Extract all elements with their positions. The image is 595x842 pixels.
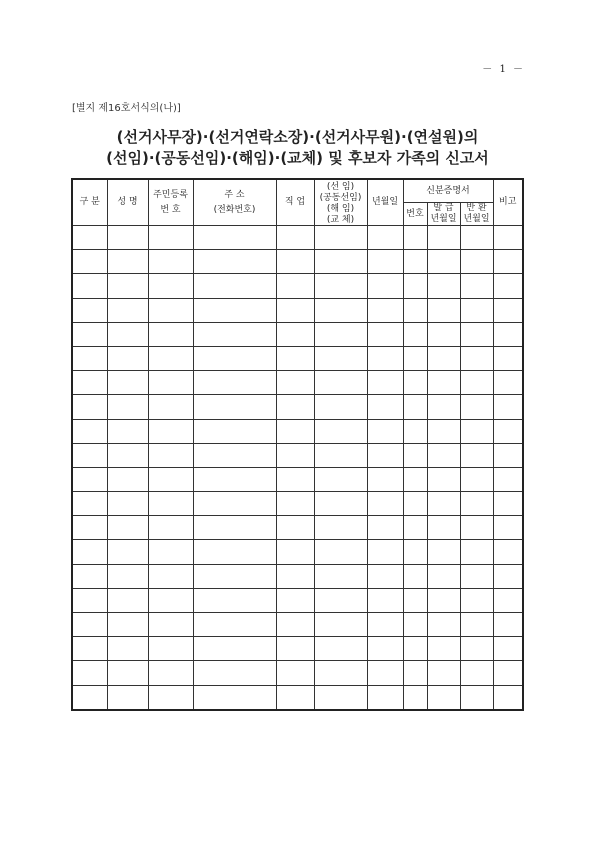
cell-return-date[interactable] xyxy=(460,371,493,395)
cell-address[interactable] xyxy=(193,346,276,370)
cell-category[interactable] xyxy=(72,685,107,710)
table-body xyxy=(72,226,523,710)
cell-id-number[interactable] xyxy=(403,540,427,564)
cell-remarks[interactable] xyxy=(493,346,523,370)
cell-category[interactable] xyxy=(72,371,107,395)
cell-resident-number[interactable] xyxy=(148,685,193,710)
cell-resident-number[interactable] xyxy=(148,395,193,419)
cell-occupation[interactable] xyxy=(276,346,314,370)
cell-resident-number[interactable] xyxy=(148,467,193,491)
cell-occupation[interactable] xyxy=(276,613,314,637)
cell-occupation[interactable] xyxy=(276,685,314,710)
cell-id-number[interactable] xyxy=(403,443,427,467)
cell-appointment-type[interactable] xyxy=(314,346,367,370)
cell-category[interactable] xyxy=(72,613,107,637)
cell-id-number[interactable] xyxy=(403,588,427,612)
cell-category[interactable] xyxy=(72,250,107,274)
cell-id-number[interactable] xyxy=(403,395,427,419)
cell-address[interactable] xyxy=(193,467,276,491)
cell-date[interactable] xyxy=(367,492,403,516)
cell-return-date[interactable] xyxy=(460,492,493,516)
cell-address[interactable] xyxy=(193,516,276,540)
cell-id-number[interactable] xyxy=(403,492,427,516)
cell-return-date[interactable] xyxy=(460,588,493,612)
cell-issue-date[interactable] xyxy=(427,298,460,322)
cell-address[interactable] xyxy=(193,588,276,612)
cell-name[interactable] xyxy=(107,226,148,250)
cell-name[interactable] xyxy=(107,661,148,685)
cell-issue-date[interactable] xyxy=(427,322,460,346)
cell-remarks[interactable] xyxy=(493,540,523,564)
cell-appointment-type[interactable] xyxy=(314,443,367,467)
table-row xyxy=(72,250,523,274)
cell-remarks[interactable] xyxy=(493,588,523,612)
cell-issue-date[interactable] xyxy=(427,588,460,612)
cell-remarks[interactable] xyxy=(493,419,523,443)
cell-address[interactable] xyxy=(193,250,276,274)
header-appointment-type: (선 임) (공동선임) (해 임) (교 체) xyxy=(314,179,367,226)
cell-date[interactable] xyxy=(367,419,403,443)
table-row xyxy=(72,443,523,467)
cell-id-number[interactable] xyxy=(403,250,427,274)
cell-resident-number[interactable] xyxy=(148,637,193,661)
cell-address[interactable] xyxy=(193,443,276,467)
cell-address[interactable] xyxy=(193,661,276,685)
cell-date[interactable] xyxy=(367,346,403,370)
cell-return-date[interactable] xyxy=(460,637,493,661)
cell-resident-number[interactable] xyxy=(148,346,193,370)
table-row xyxy=(72,564,523,588)
cell-address[interactable] xyxy=(193,685,276,710)
header-address: 주 소 (전화번호) xyxy=(193,179,276,226)
header-name: 성 명 xyxy=(107,179,148,226)
table-row xyxy=(72,419,523,443)
cell-occupation[interactable] xyxy=(276,516,314,540)
cell-issue-date[interactable] xyxy=(427,467,460,491)
cell-return-date[interactable] xyxy=(460,443,493,467)
cell-date[interactable] xyxy=(367,540,403,564)
cell-category[interactable] xyxy=(72,419,107,443)
cell-appointment-type[interactable] xyxy=(314,250,367,274)
cell-resident-number[interactable] xyxy=(148,250,193,274)
table-row xyxy=(72,637,523,661)
cell-occupation[interactable] xyxy=(276,395,314,419)
cell-resident-number[interactable] xyxy=(148,564,193,588)
cell-date[interactable] xyxy=(367,274,403,298)
cell-occupation[interactable] xyxy=(276,540,314,564)
cell-address[interactable] xyxy=(193,613,276,637)
cell-return-date[interactable] xyxy=(460,540,493,564)
cell-resident-number[interactable] xyxy=(148,516,193,540)
cell-occupation[interactable] xyxy=(276,226,314,250)
cell-category[interactable] xyxy=(72,492,107,516)
cell-name[interactable] xyxy=(107,516,148,540)
header-category: 구 분 xyxy=(72,179,107,226)
cell-appointment-type[interactable] xyxy=(314,371,367,395)
cell-id-number[interactable] xyxy=(403,226,427,250)
cell-category[interactable] xyxy=(72,274,107,298)
document-title xyxy=(40,127,555,169)
cell-name[interactable] xyxy=(107,371,148,395)
cell-address[interactable] xyxy=(193,298,276,322)
cell-name[interactable] xyxy=(107,250,148,274)
cell-remarks[interactable] xyxy=(493,467,523,491)
cell-id-number[interactable] xyxy=(403,661,427,685)
cell-remarks[interactable] xyxy=(493,564,523,588)
cell-remarks[interactable] xyxy=(493,371,523,395)
cell-issue-date[interactable] xyxy=(427,613,460,637)
cell-name[interactable] xyxy=(107,588,148,612)
table-row xyxy=(72,613,523,637)
cell-address[interactable] xyxy=(193,274,276,298)
table-row xyxy=(72,346,523,370)
cell-occupation[interactable] xyxy=(276,322,314,346)
cell-category[interactable] xyxy=(72,661,107,685)
cell-category[interactable] xyxy=(72,346,107,370)
cell-return-date[interactable] xyxy=(460,564,493,588)
cell-id-number[interactable] xyxy=(403,685,427,710)
cell-issue-date[interactable] xyxy=(427,540,460,564)
cell-address[interactable] xyxy=(193,540,276,564)
cell-id-number[interactable] xyxy=(403,613,427,637)
cell-appointment-type[interactable] xyxy=(314,467,367,491)
cell-resident-number[interactable] xyxy=(148,322,193,346)
cell-occupation[interactable] xyxy=(276,250,314,274)
cell-name[interactable] xyxy=(107,467,148,491)
cell-name[interactable] xyxy=(107,540,148,564)
cell-return-date[interactable] xyxy=(460,516,493,540)
cell-occupation[interactable] xyxy=(276,492,314,516)
cell-remarks[interactable] xyxy=(493,661,523,685)
cell-date[interactable] xyxy=(367,685,403,710)
table-row xyxy=(72,540,523,564)
cell-category[interactable] xyxy=(72,637,107,661)
cell-category[interactable] xyxy=(72,516,107,540)
table-row xyxy=(72,492,523,516)
cell-date[interactable] xyxy=(367,298,403,322)
cell-address[interactable] xyxy=(193,322,276,346)
cell-occupation[interactable] xyxy=(276,588,314,612)
cell-resident-number[interactable] xyxy=(148,298,193,322)
cell-date[interactable] xyxy=(367,395,403,419)
cell-category[interactable] xyxy=(72,540,107,564)
cell-occupation[interactable] xyxy=(276,637,314,661)
cell-date[interactable] xyxy=(367,637,403,661)
cell-appointment-type[interactable] xyxy=(314,226,367,250)
table-row xyxy=(72,661,523,685)
cell-remarks[interactable] xyxy=(493,685,523,710)
cell-id-number[interactable] xyxy=(403,467,427,491)
cell-appointment-type[interactable] xyxy=(314,419,367,443)
cell-return-date[interactable] xyxy=(460,661,493,685)
cell-id-number[interactable] xyxy=(403,637,427,661)
cell-issue-date[interactable] xyxy=(427,346,460,370)
cell-date[interactable] xyxy=(367,322,403,346)
cell-id-number[interactable] xyxy=(403,298,427,322)
cell-issue-date[interactable] xyxy=(427,637,460,661)
cell-issue-date[interactable] xyxy=(427,443,460,467)
cell-name[interactable] xyxy=(107,395,148,419)
cell-appointment-type[interactable] xyxy=(314,274,367,298)
cell-category[interactable] xyxy=(72,395,107,419)
cell-appointment-type[interactable] xyxy=(314,588,367,612)
cell-name[interactable] xyxy=(107,298,148,322)
cell-resident-number[interactable] xyxy=(148,588,193,612)
cell-appointment-type[interactable] xyxy=(314,322,367,346)
cell-issue-date[interactable] xyxy=(427,419,460,443)
cell-occupation[interactable] xyxy=(276,564,314,588)
table-row xyxy=(72,516,523,540)
cell-name[interactable] xyxy=(107,274,148,298)
cell-remarks[interactable] xyxy=(493,298,523,322)
header-issue-date: 발 급 년월일 xyxy=(427,203,460,226)
cell-name[interactable] xyxy=(107,685,148,710)
form-reference: [별지 제16호서식의(나)] xyxy=(72,103,181,114)
table-row xyxy=(72,274,523,298)
cell-category[interactable] xyxy=(72,298,107,322)
cell-return-date[interactable] xyxy=(460,685,493,710)
cell-address[interactable] xyxy=(193,637,276,661)
header-occupation: 직 업 xyxy=(276,179,314,226)
cell-issue-date[interactable] xyxy=(427,516,460,540)
cell-occupation[interactable] xyxy=(276,443,314,467)
cell-remarks[interactable] xyxy=(493,492,523,516)
cell-appointment-type[interactable] xyxy=(314,613,367,637)
cell-occupation[interactable] xyxy=(276,274,314,298)
cell-name[interactable] xyxy=(107,322,148,346)
cell-address[interactable] xyxy=(193,226,276,250)
cell-resident-number[interactable] xyxy=(148,613,193,637)
header-resident-number: 주민등록 번 호 xyxy=(148,179,193,226)
cell-appointment-type[interactable] xyxy=(314,516,367,540)
header-id-certificate: 신분증명서 xyxy=(403,179,493,203)
cell-return-date[interactable] xyxy=(460,322,493,346)
cell-date[interactable] xyxy=(367,564,403,588)
title-line-2: (선임)·(공동선임)·(해임)·(교체) 및 후보자 가족의 신고서 xyxy=(106,149,489,167)
cell-remarks[interactable] xyxy=(493,637,523,661)
cell-category[interactable] xyxy=(72,588,107,612)
cell-category[interactable] xyxy=(72,443,107,467)
cell-occupation[interactable] xyxy=(276,661,314,685)
cell-name[interactable] xyxy=(107,613,148,637)
cell-id-number[interactable] xyxy=(403,516,427,540)
cell-resident-number[interactable] xyxy=(148,274,193,298)
page-number: － 1 － xyxy=(482,64,525,75)
cell-resident-number[interactable] xyxy=(148,540,193,564)
cell-return-date[interactable] xyxy=(460,298,493,322)
cell-resident-number[interactable] xyxy=(148,492,193,516)
cell-appointment-type[interactable] xyxy=(314,637,367,661)
cell-resident-number[interactable] xyxy=(148,443,193,467)
table-row xyxy=(72,588,523,612)
cell-return-date[interactable] xyxy=(460,467,493,491)
cell-occupation[interactable] xyxy=(276,298,314,322)
cell-return-date[interactable] xyxy=(460,613,493,637)
cell-id-number[interactable] xyxy=(403,322,427,346)
cell-category[interactable] xyxy=(72,226,107,250)
cell-issue-date[interactable] xyxy=(427,395,460,419)
cell-return-date[interactable] xyxy=(460,419,493,443)
table-row xyxy=(72,467,523,491)
cell-appointment-type[interactable] xyxy=(314,564,367,588)
cell-address[interactable] xyxy=(193,371,276,395)
table-row xyxy=(72,226,523,250)
cell-return-date[interactable] xyxy=(460,395,493,419)
cell-issue-date[interactable] xyxy=(427,250,460,274)
cell-issue-date[interactable] xyxy=(427,492,460,516)
cell-id-number[interactable] xyxy=(403,371,427,395)
cell-appointment-type[interactable] xyxy=(314,395,367,419)
cell-name[interactable] xyxy=(107,637,148,661)
cell-id-number[interactable] xyxy=(403,564,427,588)
cell-issue-date[interactable] xyxy=(427,371,460,395)
cell-remarks[interactable] xyxy=(493,274,523,298)
cell-name[interactable] xyxy=(107,443,148,467)
cell-return-date[interactable] xyxy=(460,226,493,250)
header-return-date: 반 환 년월일 xyxy=(460,203,493,226)
cell-address[interactable] xyxy=(193,419,276,443)
cell-issue-date[interactable] xyxy=(427,274,460,298)
cell-appointment-type[interactable] xyxy=(314,540,367,564)
cell-date[interactable] xyxy=(367,250,403,274)
cell-remarks[interactable] xyxy=(493,516,523,540)
cell-name[interactable] xyxy=(107,564,148,588)
table-row xyxy=(72,322,523,346)
cell-issue-date[interactable] xyxy=(427,226,460,250)
cell-remarks[interactable] xyxy=(493,395,523,419)
header-date: 년월일 xyxy=(367,179,403,226)
cell-issue-date[interactable] xyxy=(427,685,460,710)
cell-remarks[interactable] xyxy=(493,226,523,250)
cell-appointment-type[interactable] xyxy=(314,492,367,516)
table-row xyxy=(72,685,523,710)
cell-address[interactable] xyxy=(193,395,276,419)
cell-occupation[interactable] xyxy=(276,419,314,443)
cell-id-number[interactable] xyxy=(403,274,427,298)
cell-resident-number[interactable] xyxy=(148,419,193,443)
cell-name[interactable] xyxy=(107,492,148,516)
cell-resident-number[interactable] xyxy=(148,661,193,685)
cell-remarks[interactable] xyxy=(493,250,523,274)
header-remarks: 비고 xyxy=(493,179,523,226)
header-id-number: 번호 xyxy=(403,203,427,226)
cell-id-number[interactable] xyxy=(403,346,427,370)
cell-date[interactable] xyxy=(367,661,403,685)
cell-remarks[interactable] xyxy=(493,613,523,637)
cell-category[interactable] xyxy=(72,322,107,346)
cell-date[interactable] xyxy=(367,588,403,612)
cell-date[interactable] xyxy=(367,516,403,540)
cell-date[interactable] xyxy=(367,371,403,395)
cell-return-date[interactable] xyxy=(460,346,493,370)
cell-id-number[interactable] xyxy=(403,419,427,443)
cell-resident-number[interactable] xyxy=(148,371,193,395)
cell-occupation[interactable] xyxy=(276,371,314,395)
cell-return-date[interactable] xyxy=(460,250,493,274)
cell-date[interactable] xyxy=(367,467,403,491)
cell-issue-date[interactable] xyxy=(427,564,460,588)
report-table xyxy=(71,178,524,711)
cell-issue-date[interactable] xyxy=(427,661,460,685)
cell-remarks[interactable] xyxy=(493,322,523,346)
table-row xyxy=(72,395,523,419)
cell-name[interactable] xyxy=(107,419,148,443)
cell-date[interactable] xyxy=(367,443,403,467)
cell-remarks[interactable] xyxy=(493,443,523,467)
cell-appointment-type[interactable] xyxy=(314,685,367,710)
cell-return-date[interactable] xyxy=(460,274,493,298)
cell-date[interactable] xyxy=(367,613,403,637)
cell-address[interactable] xyxy=(193,564,276,588)
cell-category[interactable] xyxy=(72,467,107,491)
cell-appointment-type[interactable] xyxy=(314,661,367,685)
cell-name[interactable] xyxy=(107,346,148,370)
cell-appointment-type[interactable] xyxy=(314,298,367,322)
cell-address[interactable] xyxy=(193,492,276,516)
cell-category[interactable] xyxy=(72,564,107,588)
cell-occupation[interactable] xyxy=(276,467,314,491)
table-row xyxy=(72,298,523,322)
cell-date[interactable] xyxy=(367,226,403,250)
table-row xyxy=(72,371,523,395)
title-line-1: (선거사무장)·(선거연락소장)·(선거사무원)·(연설원)의 xyxy=(116,128,479,146)
cell-resident-number[interactable] xyxy=(148,226,193,250)
